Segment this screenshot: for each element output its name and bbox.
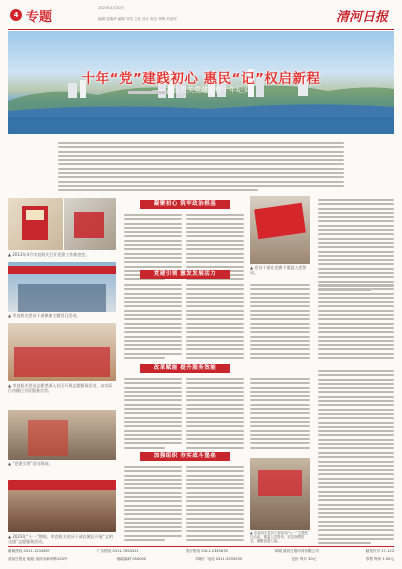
photo-bottom-center xyxy=(250,458,310,530)
right-column-1 xyxy=(318,199,394,294)
footer-rule xyxy=(8,546,394,547)
footer-item: 定价 每月 30元 xyxy=(291,557,317,561)
right-column-4 xyxy=(318,452,394,547)
footer-item: 清河日报社 地址 清河市新华路100号 xyxy=(8,557,68,561)
caption-1: ▲ 2013年4月市直机关召开党建工作推进会。 xyxy=(8,252,90,257)
footer-item: 新闻热线 0311-1234567 xyxy=(8,549,50,553)
footer-item: 邮政编码 054000 xyxy=(116,557,147,561)
header-rule xyxy=(8,29,394,30)
footer-item: 零售 每份 1.50元 xyxy=(365,557,394,561)
section2-text-col2 xyxy=(186,284,244,361)
caption-5: ▲ “党建引领”活动现场。 xyxy=(8,461,53,466)
hero-headline: 十年“党”建践初心 惠民“记”权启新程 xyxy=(81,71,321,87)
caption-4: ▲ 党员干部在党旗下重温入党誓词。 xyxy=(250,265,307,275)
section3-text-col2 xyxy=(186,378,244,451)
right-column-2 xyxy=(318,284,394,361)
hero-photo xyxy=(8,31,394,134)
footer-row-1 xyxy=(8,549,394,554)
photo-center-flag xyxy=(250,196,310,264)
section-banner-2: 党建引领 激发发展活力 xyxy=(140,270,230,279)
section2-text-col3 xyxy=(250,284,310,361)
photo-left-4 xyxy=(8,323,116,381)
masthead: 清河日报 xyxy=(335,10,388,25)
right-column-3 xyxy=(318,370,394,452)
section-label: 专题 xyxy=(26,10,53,25)
caption-6: ▲ 市直机关党员干部参加“七一”主题党日活动，重温入党誓词，坚定理想信念，凝聚奋进力量。 xyxy=(250,531,309,543)
footer-row-2 xyxy=(8,557,394,562)
page-header xyxy=(0,0,402,30)
section4-text-col1 xyxy=(124,466,182,543)
footer-item: 发行热线 0311-2345678 xyxy=(185,549,228,553)
footer-item: 广告热线 0311-7654321 xyxy=(96,549,139,553)
footer-item: 印刷厂 电话 0311-5555555 xyxy=(195,557,243,561)
editor-line: 编辑 周瑞华 编辑 刘雪 文化 设计 郭宝 审核 冯延民 xyxy=(98,17,177,21)
section-banner-3: 改革赋能 提升服务效能 xyxy=(140,364,230,373)
section-banner-4: 加强组织 夯实战斗堡垒 xyxy=(140,452,230,461)
photo-left-2 xyxy=(64,198,116,250)
photo-left-6 xyxy=(8,480,116,532)
caption-7: ▲ 2023年“十一”期间，市直机关党员干部在城区开展“文明交通”志愿服务活动。 xyxy=(8,534,113,544)
footer-item: 印刷 清河日报印务有限公司 xyxy=(274,549,319,553)
section3-text-col3 xyxy=(250,378,310,451)
intro-text xyxy=(58,142,344,194)
photo-left-1 xyxy=(8,198,63,250)
caption-2: ▲ 市直机关党员干部参加主题党日活动。 xyxy=(8,313,81,318)
caption-3: ▲ 市直机关党员志愿者深入社区开展志愿服务活动，以实际行动践行为民服务宗旨。 xyxy=(8,383,113,393)
section-banner-1: 凝聚初心 筑牢政治根基 xyxy=(140,200,230,209)
page-number-badge: 4 xyxy=(10,9,22,21)
section3-text-col1 xyxy=(124,378,182,451)
date-line: 2023年4月20日 xyxy=(98,6,125,10)
hero-subtitle: ——市直机关党建工作十年纪实 xyxy=(152,86,250,94)
section2-text-col1 xyxy=(124,284,182,361)
photo-left-3 xyxy=(8,262,116,312)
photo-left-5 xyxy=(8,410,116,460)
footer-item: 邮发代号 17-123 xyxy=(365,549,394,553)
section4-text-col2 xyxy=(186,466,244,543)
